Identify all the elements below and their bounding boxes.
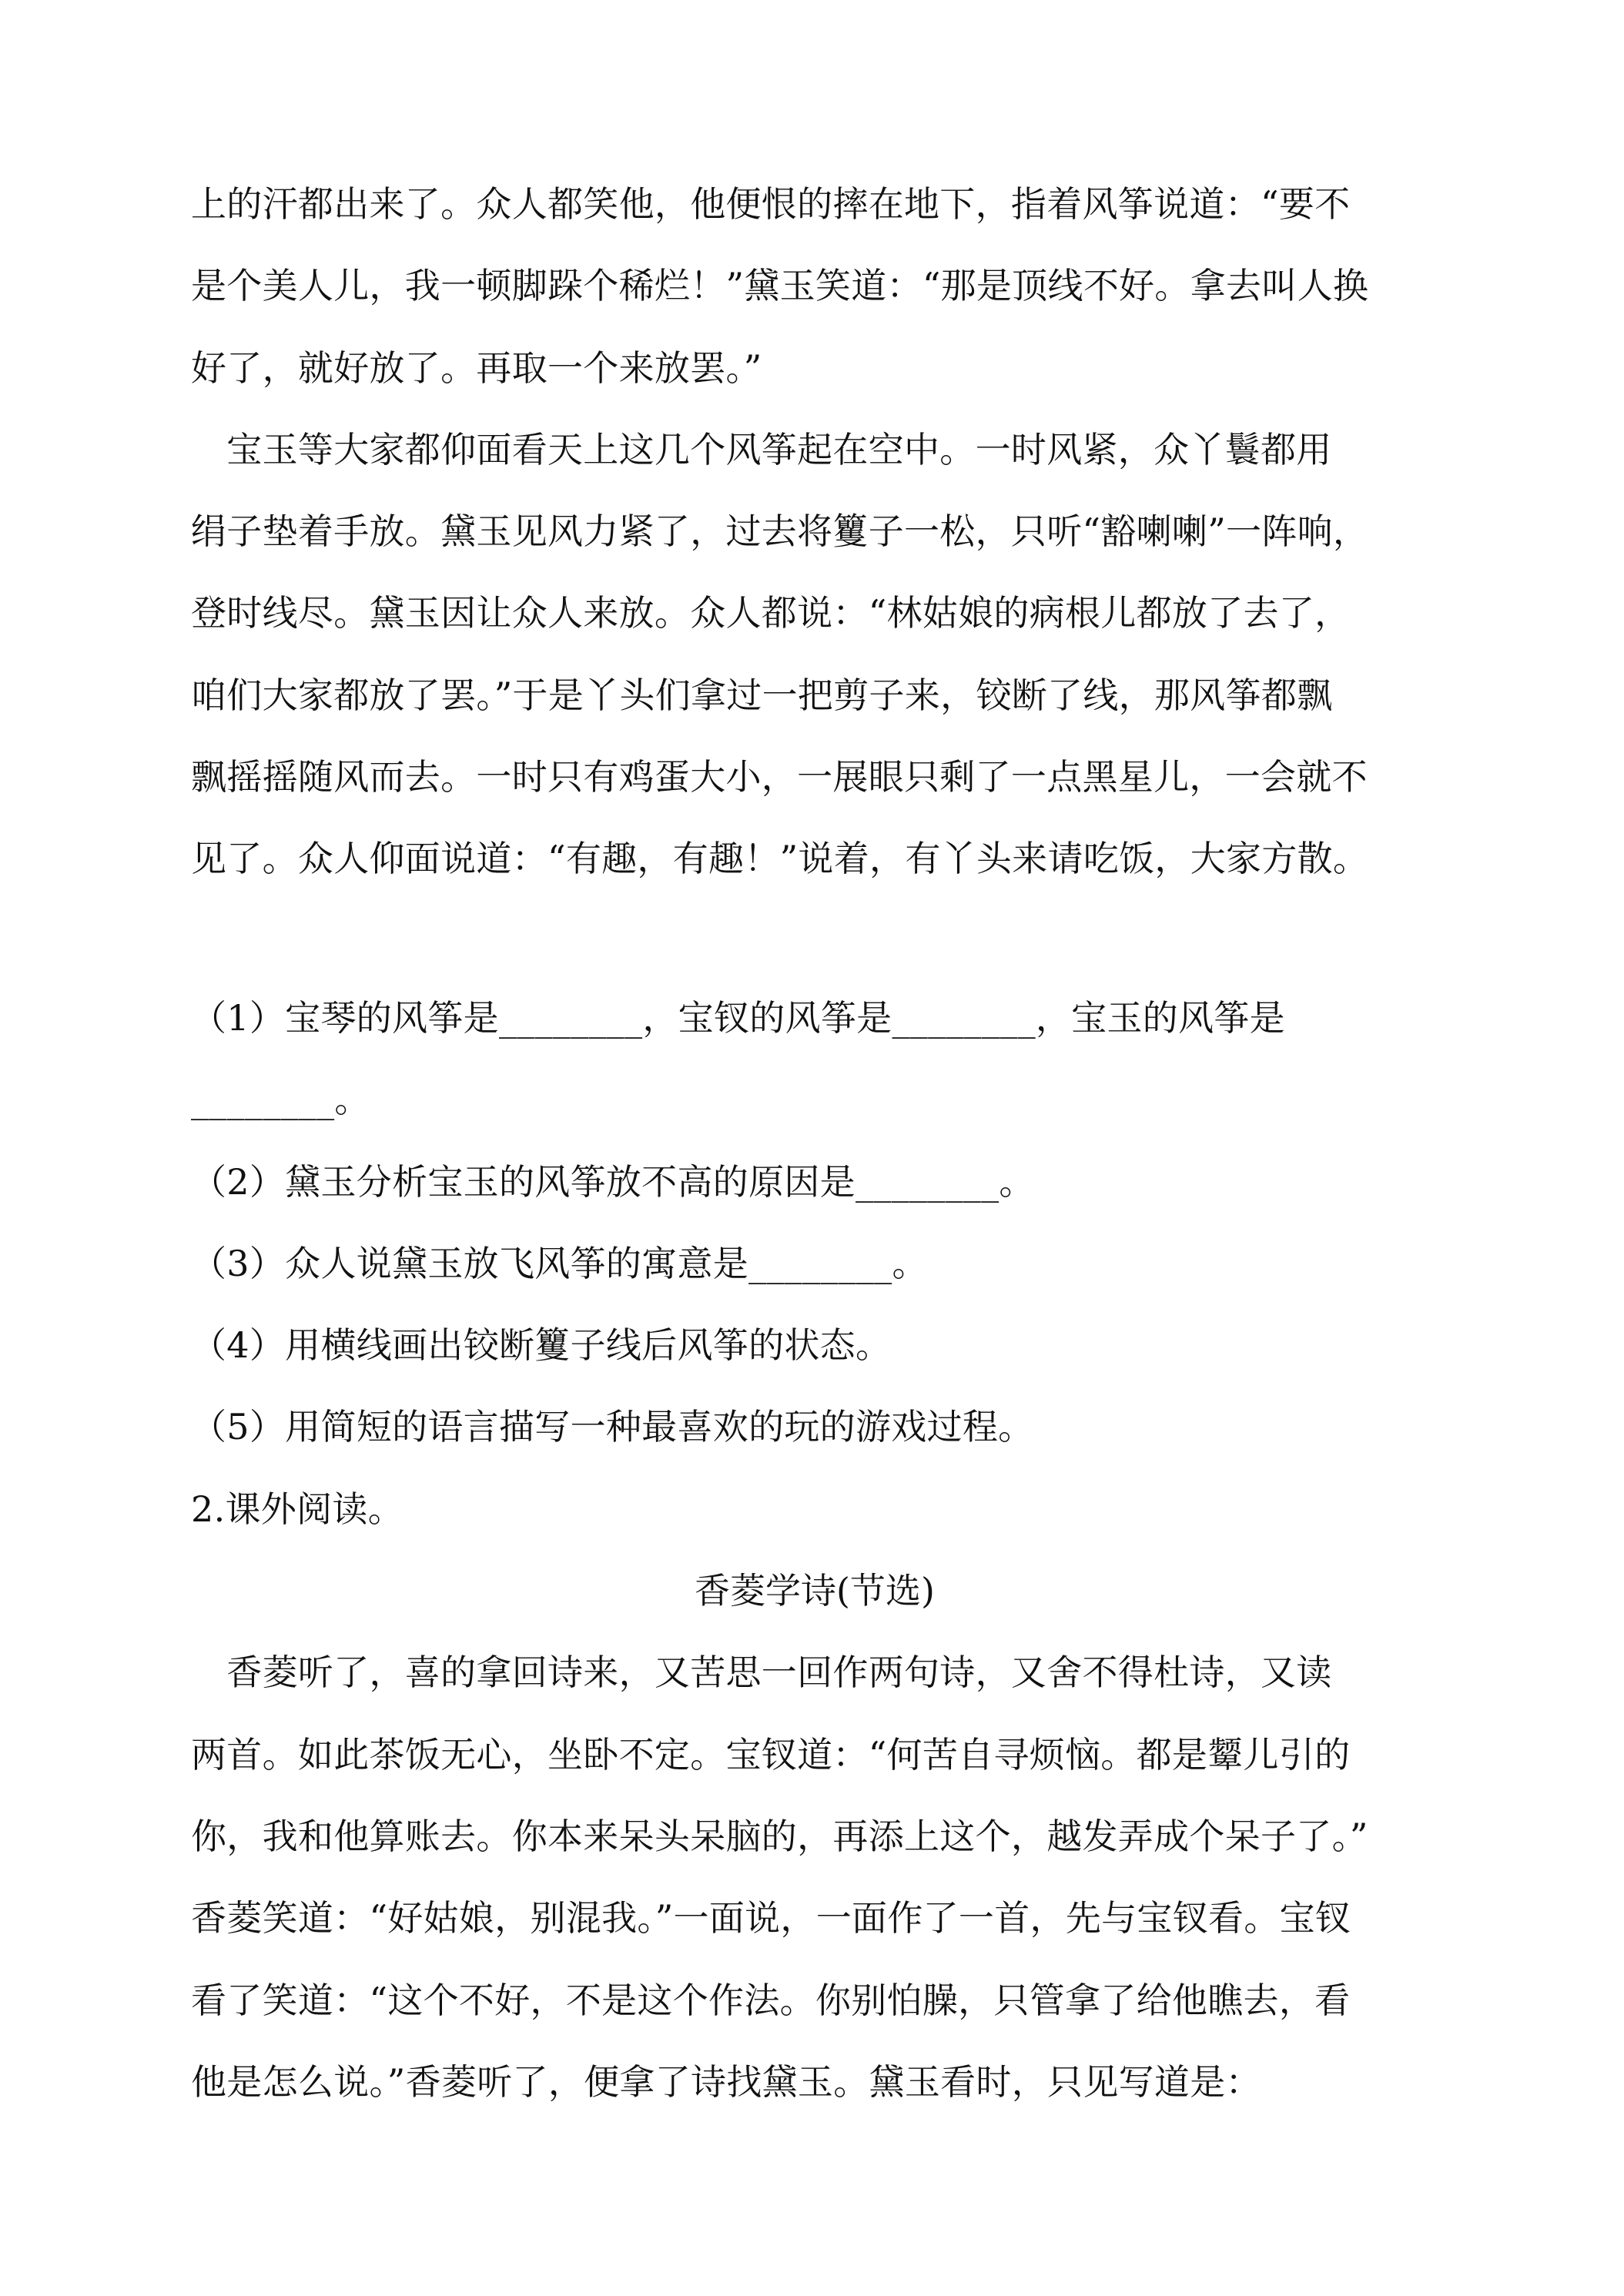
passage-line: 他是怎么说。”香菱听了，便拿了诗找黛玉。黛玉看时，只见写道是： <box>191 2061 1261 2103</box>
passage-line: 两首。如此茶饭无心，坐卧不定。宝钗道：“何苦自寻烦恼。都是颦儿引的 <box>191 1734 1351 1776</box>
passage-line: 看了笑道：“这个不好，不是这个作法。你别怕臊，只管拿了给他瞧去，看 <box>191 1980 1351 2021</box>
passage-line: 香菱听了，喜的拿回诗来，又苦思一回作两句诗，又舍不得杜诗，又读 <box>191 1652 1332 1693</box>
passage-line: 见了。众人仰面说道：“有趣，有趣！”说着，有丫头来请吃饭，大家方散。 <box>191 838 1369 879</box>
passage-line: 登时线尽。黛玉因让众人来放。众人都说：“林姑娘的病根儿都放了去了， <box>191 592 1351 634</box>
passage-line: 上的汗都出来了。众人都笑他，他便恨的摔在地下，指着风筝说道：“要不 <box>191 183 1351 225</box>
passage-line: 你，我和他算账去。你本来呆头呆脑的，再添上这个，越发弄成个呆子了。” <box>191 1816 1368 1857</box>
passage-line: 绢子垫着手放。黛玉见风力紧了，过去将籰子一松，只听“豁喇喇”一阵响， <box>191 510 1369 552</box>
question-1-continued: ________。 <box>191 1079 370 1120</box>
question-2: （2）黛玉分析宝玉的风筝放不高的原因是________。 <box>191 1161 1035 1203</box>
question-5: （5）用简短的语言描写一种最喜欢的玩的游戏过程。 <box>191 1406 1034 1448</box>
section-heading: 2.课外阅读。 <box>191 1488 403 1530</box>
passage-title: 香菱学诗(节选) <box>695 1570 935 1612</box>
question-3: （3）众人说黛玉放飞风筝的寓意是________。 <box>191 1243 928 1284</box>
question-1: （1）宝琴的风筝是________，宝钗的风筝是________，宝玉的风筝是 <box>191 997 1285 1039</box>
passage-line: 咱们大家都放了罢。”于是丫头们拿过一把剪子来，铰断了线，那风筝都飘 <box>191 674 1333 716</box>
document-page <box>191 0 1438 2296</box>
passage-line: 香菱笑道：“好姑娘，别混我。”一面说，一面作了一首，先与宝钗看。宝钗 <box>191 1897 1351 1939</box>
passage-line: 宝玉等大家都仰面看天上这几个风筝起在空中。一时风紧，众丫鬟都用 <box>191 429 1332 470</box>
question-4: （4）用横线画出铰断籰子线后风筝的状态。 <box>191 1324 892 1366</box>
passage-line: 飘摇摇随风而去。一时只有鸡蛋大小，一展眼只剩了一点黑星儿，一会就不 <box>191 756 1368 798</box>
passage-line: 是个美人儿，我一顿脚跺个稀烂！”黛玉笑道：“那是顶线不好。拿去叫人换 <box>191 265 1369 306</box>
passage-line: 好了，就好放了。再取一个来放罢。” <box>191 347 762 389</box>
